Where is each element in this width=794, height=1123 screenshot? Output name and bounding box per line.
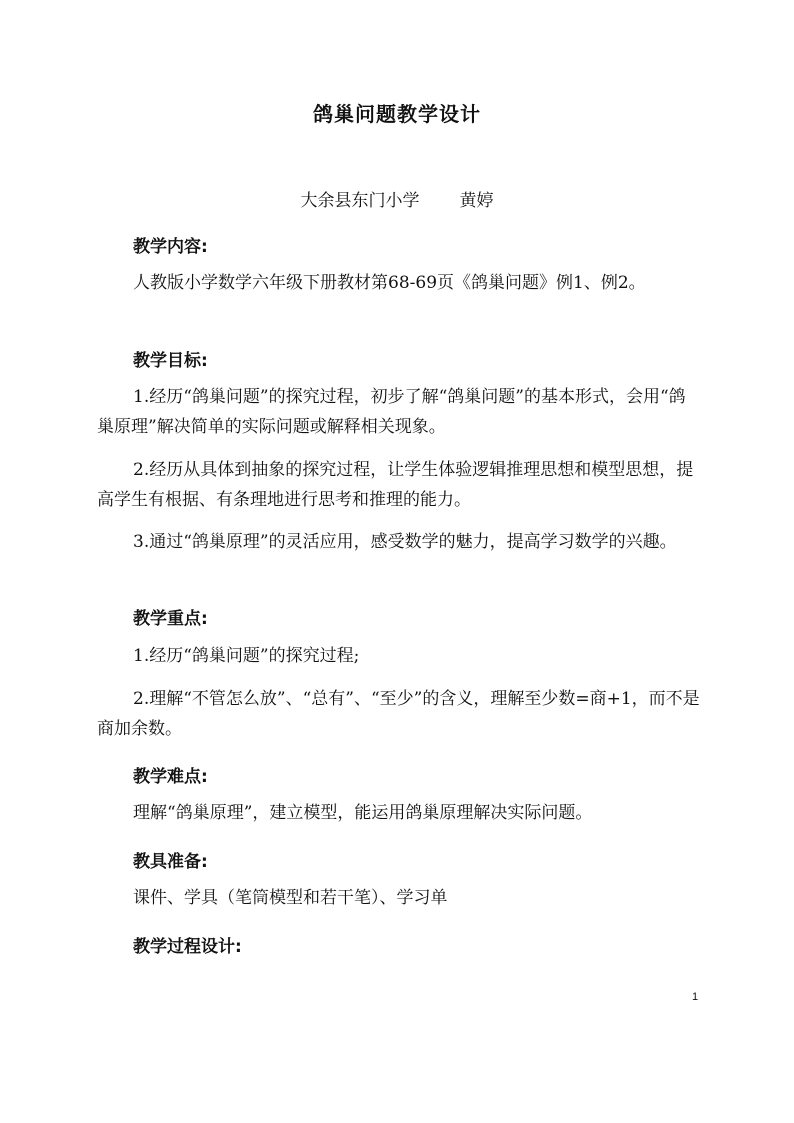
materials-paragraph-1: 课件、学具（笔筒模型和若干笔）、学习单: [133, 888, 448, 908]
document-title: 鸽巢问题教学设计: [313, 102, 481, 126]
author-school: 大余县东门小学: [300, 191, 420, 211]
heading-key-points: 教学重点:: [133, 609, 208, 629]
heading-difficulties: 教学难点:: [133, 767, 208, 787]
page-number: 1: [692, 991, 699, 1003]
heading-process: 教学过程设计:: [133, 937, 242, 957]
difficulties-paragraph-1: 理解“鸽巢原理”，建立模型，能运用鸽巢原理解决实际问题。: [133, 803, 593, 823]
heading-materials: 教具准备:: [133, 852, 208, 872]
key-points-paragraph-2: 2.理解“不管怎么放”、“总有”、“至少”的含义，理解至少数=商+1，而不是商加余数。: [97, 689, 700, 739]
author-line: [0, 186, 794, 211]
author-name: 黄婷: [459, 191, 494, 211]
goals-paragraph-3: 3.通过“鸽巢原理”的灵活应用，感受数学的魅力，提高学习数学的兴趣。: [133, 532, 677, 552]
heading-content: 教学内容:: [133, 237, 208, 257]
goals-paragraph-1: 1.经历“鸽巢问题”的探究过程，初步了解“鸽巢问题”的基本形式，会用“鸽巢原理”解决简单的实际问题或解释相关现象。: [97, 387, 686, 437]
content-paragraph-1: 人教版小学数学六年级下册教材第68-69页《鸽巢问题》例1、例2。: [133, 273, 646, 293]
goals-paragraph-2: 2.经历从具体到抽象的探究过程，让学生体验逻辑推理思想和模型思想，提高学生有根据、有条理地进行思考和推理的能力。: [97, 460, 694, 510]
heading-goals: 教学目标:: [133, 351, 208, 371]
key-points-paragraph-1: 1.经历“鸽巢问题”的探究过程;: [133, 646, 360, 666]
